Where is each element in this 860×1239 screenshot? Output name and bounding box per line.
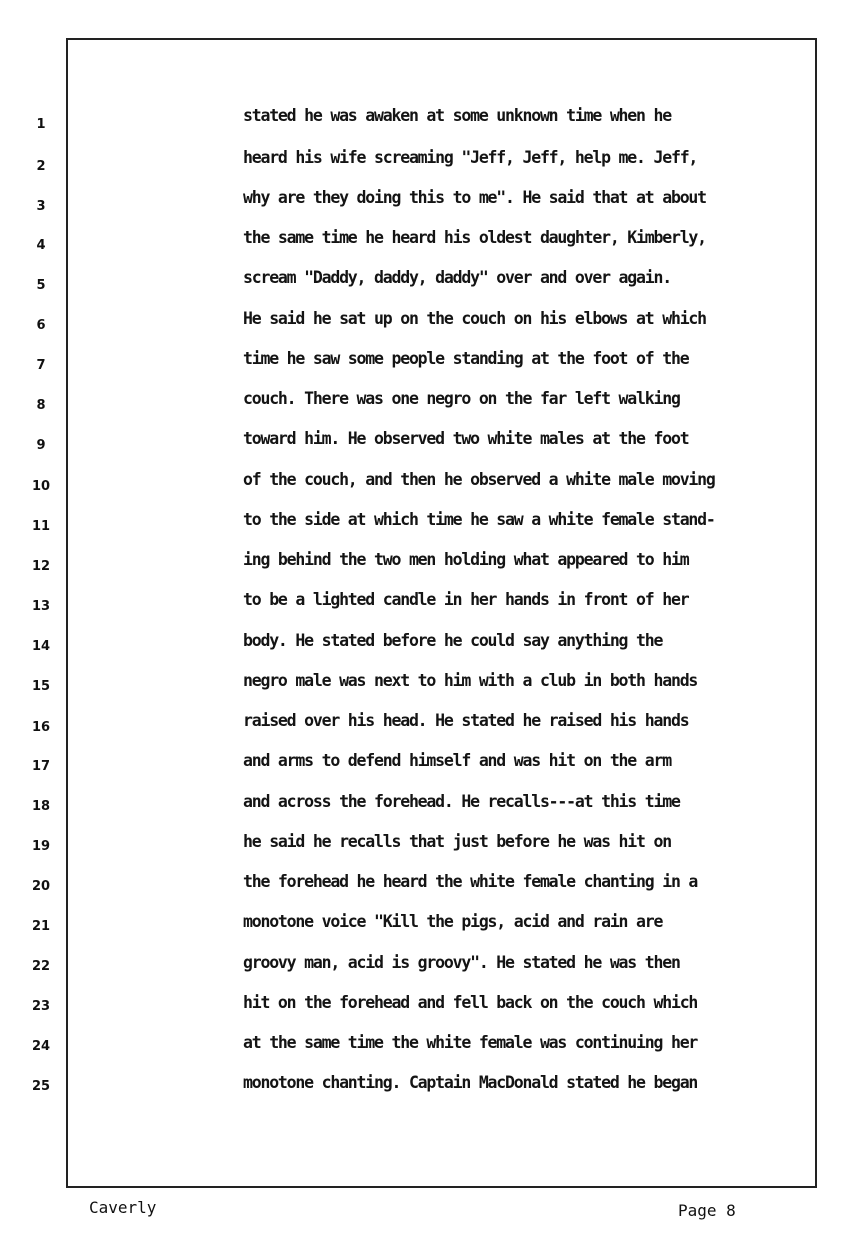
text-line: the same time he heard his oldest daughter, Kimberly, [243,228,706,247]
line-number: 8 [36,398,46,413]
text-line: monotone chanting. Captain MacDonald stated he began [243,1073,698,1092]
text-line: heard his wife screaming "Jeff, Jeff, help me. Jeff, [243,148,698,167]
text-line: stated he was awaken at some unknown time when he [243,106,671,125]
line-number: 19 [31,839,51,854]
line-number: 21 [31,919,51,934]
line-number: 17 [31,759,51,774]
text-line: and arms to defend himself and was hit on the arm [243,751,671,770]
text-line: why are they doing this to me". He said that at about [243,188,706,207]
text-line: groovy man, acid is groovy". He stated he was then [243,953,680,972]
line-number: 7 [36,358,46,373]
text-line: he said he recalls that just before he was hit on [243,832,671,851]
text-line: time he saw some people standing at the foot of the [243,349,689,368]
line-number: 10 [31,479,51,494]
footer-page-number: Page 8 [678,1201,736,1220]
line-number: 2 [36,159,46,174]
text-line: of the couch, and then he observed a white male moving [243,470,715,489]
line-number: 20 [31,879,51,894]
line-number: 23 [31,999,51,1014]
text-line: negro male was next to him with a club in both hands [243,671,698,690]
text-line: hit on the forehead and fell back on the couch which [243,993,698,1012]
line-number: 24 [31,1039,51,1054]
line-number: 14 [31,639,51,654]
page-border [66,38,817,1188]
text-line: to the side at which time he saw a white female stand- [243,510,715,529]
text-line: raised over his head. He stated he raised his hands [243,711,689,730]
line-number: 6 [36,318,46,333]
line-number: 12 [31,559,51,574]
line-number: 15 [31,679,51,694]
line-number: 3 [36,199,46,214]
footer-author: Caverly [89,1198,157,1217]
line-number: 5 [36,278,46,293]
text-line: He said he sat up on the couch on his elbows at which [243,309,706,328]
text-line: the forehead he heard the white female chanting in a [243,872,698,891]
line-number: 1 [36,117,46,132]
line-number: 25 [31,1079,51,1094]
line-number: 16 [31,720,51,735]
line-number: 9 [36,438,46,453]
text-line: monotone voice "Kill the pigs, acid and rain are [243,912,663,931]
text-line: to be a lighted candle in her hands in front of her [243,590,689,609]
text-line: ing behind the two men holding what appeared to him [243,550,689,569]
text-line: body. He stated before he could say anything the [243,631,663,650]
text-line: scream "Daddy, daddy, daddy" over and over again. [243,268,671,287]
line-number: 22 [31,959,51,974]
text-line: at the same time the white female was continuing her [243,1033,698,1052]
text-line: couch. There was one negro on the far left walking [243,389,680,408]
line-number: 11 [31,519,51,534]
line-number: 13 [31,599,51,614]
line-number: 18 [31,799,51,814]
text-line: and across the forehead. He recalls---at this time [243,792,680,811]
line-number: 4 [36,238,46,253]
text-line: toward him. He observed two white males at the foot [243,429,689,448]
